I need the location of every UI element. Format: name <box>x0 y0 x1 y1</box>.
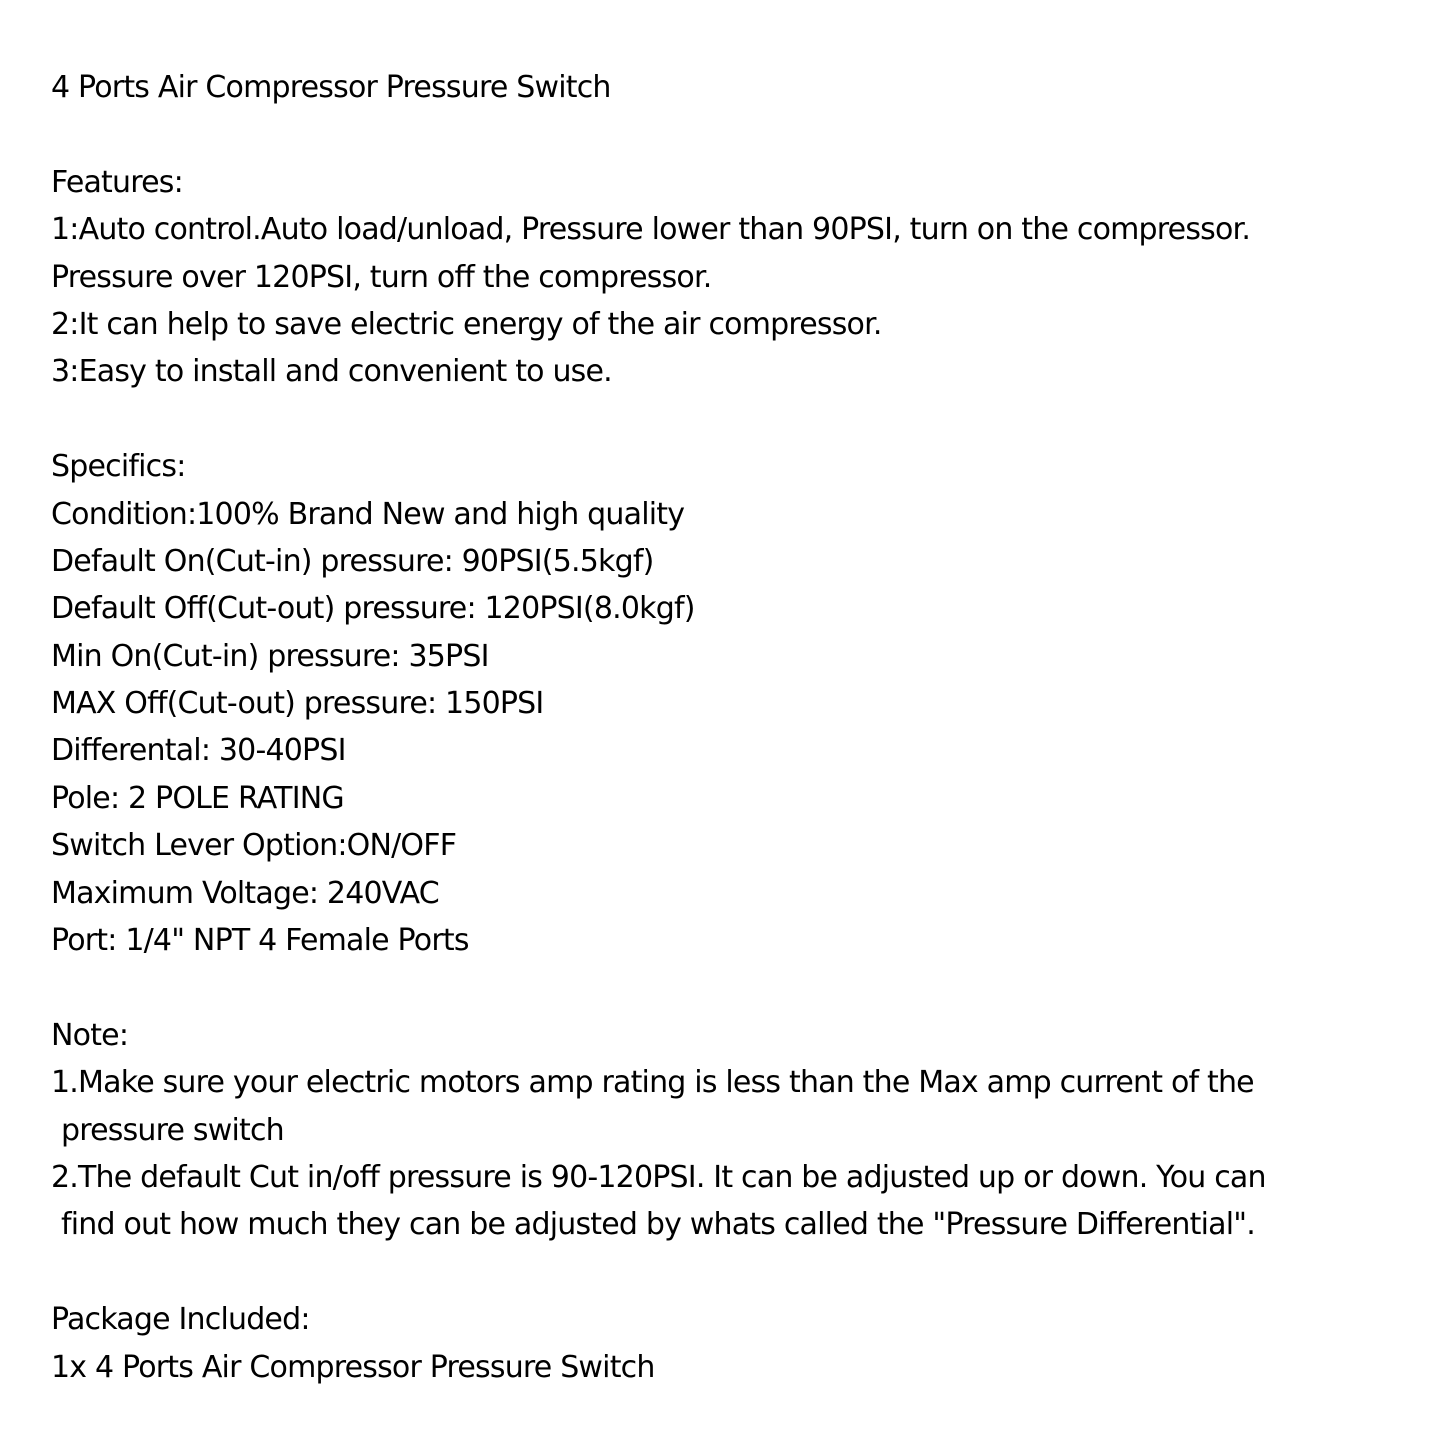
spacer <box>51 964 1421 1011</box>
spec-line: Differental: 30-40PSI <box>51 733 346 769</box>
specifics-heading: Specifics: <box>51 449 186 485</box>
spacer <box>51 111 1421 158</box>
note-line: pressure switch <box>61 1112 284 1148</box>
spacer <box>51 396 1421 443</box>
note-line: 2.The default Cut in/off pressure is 90-120PSI. It can be adjusted up or down. You can <box>51 1159 1266 1195</box>
spec-line: Pole: 2 POLE RATING <box>51 780 344 816</box>
spec-line: Default On(Cut-in) pressure: 90PSI(5.5kgf) <box>51 543 654 579</box>
feature-line: 1:Auto control.Auto load/unload, Pressure lower than 90PSI, turn on the compressor. <box>51 212 1251 248</box>
spec-line: Port: 1/4" NPT 4 Female Ports <box>51 923 469 959</box>
spec-line: Maximum Voltage: 240VAC <box>51 875 439 911</box>
package-line: 1x 4 Ports Air Compressor Pressure Switch <box>51 1349 655 1385</box>
spacer <box>51 1249 1421 1296</box>
package-heading: Package Included: <box>51 1302 310 1338</box>
feature-line: Pressure over 120PSI, turn off the compressor. <box>51 259 712 295</box>
spec-line: MAX Off(Cut-out) pressure: 150PSI <box>51 686 544 722</box>
spec-line: Default Off(Cut-out) pressure: 120PSI(8.0kgf) <box>51 591 695 627</box>
features-heading: Features: <box>51 164 183 200</box>
spec-line: Condition:100% Brand New and high quality <box>51 496 685 532</box>
note-line: 1.Make sure your electric motors amp rating is less than the Max amp current of the <box>51 1065 1254 1101</box>
spec-line: Switch Lever Option:ON/OFF <box>51 828 457 864</box>
note-line: find out how much they can be adjusted by whats called the "Pressure Differential". <box>61 1207 1255 1243</box>
product-title: 4 Ports Air Compressor Pressure Switch <box>51 70 611 105</box>
note-heading: Note: <box>51 1017 129 1053</box>
feature-line: 2:It can help to save electric energy of the air compressor. <box>51 306 882 342</box>
spec-line: Min On(Cut-in) pressure: 35PSI <box>51 638 489 674</box>
product-description <box>51 64 1421 1391</box>
feature-line: 3:Easy to install and convenient to use. <box>51 354 612 390</box>
